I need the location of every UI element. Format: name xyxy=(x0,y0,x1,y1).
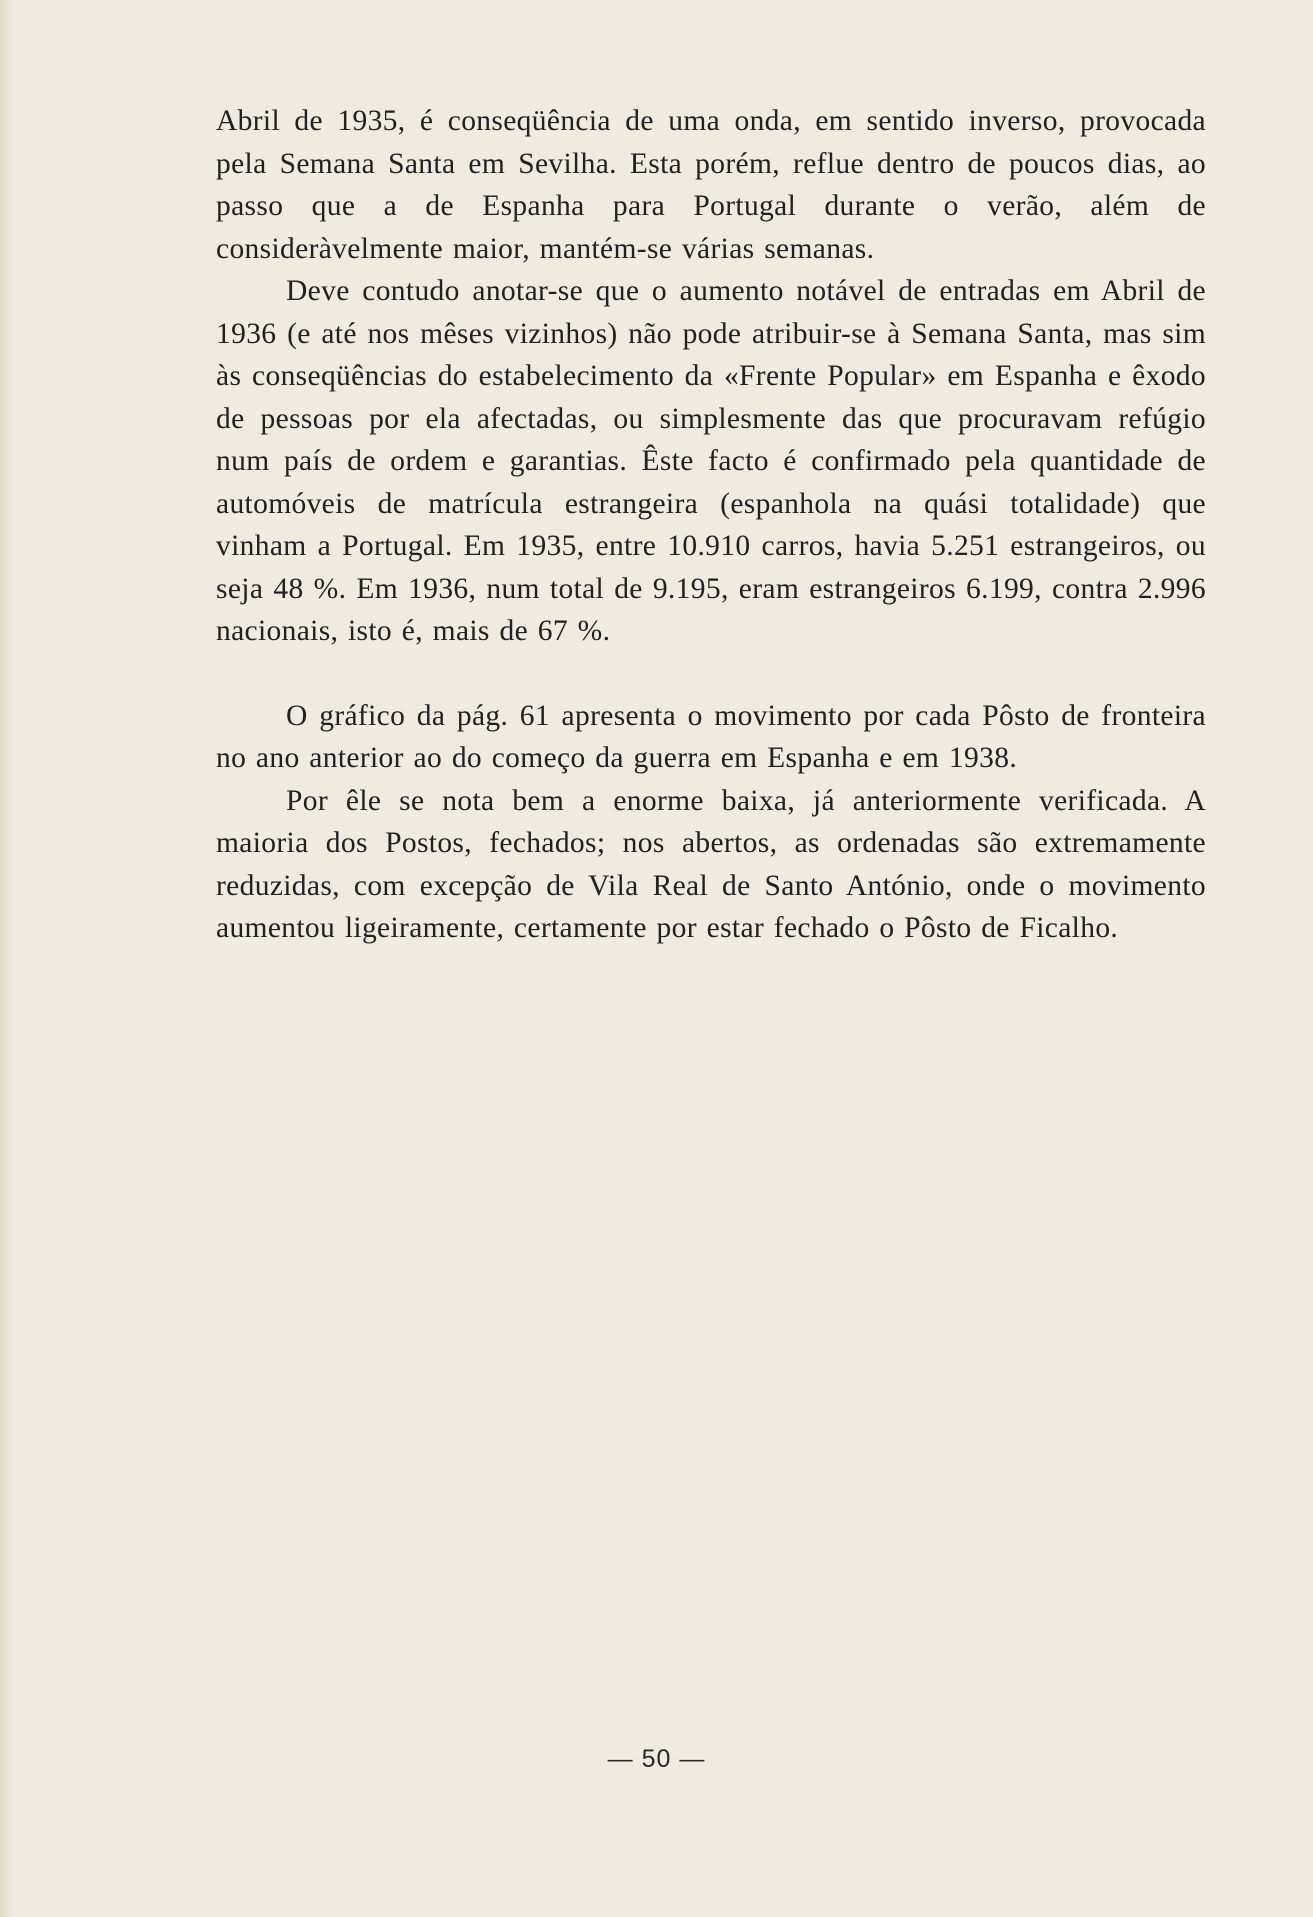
page-number: — 50 — xyxy=(607,1745,706,1773)
paragraph-1: Abril de 1935, é conseqüência de uma onda, em sentido inverso, provocada pela Semana Santa em Sevilha. Esta porém, reflue dentro de poucos dias, ao passo que a de Espanha para Portugal durante o verão, além de consideràvelmente maior, mantém-se várias semanas. xyxy=(216,105,1206,265)
body-text xyxy=(216,100,1206,950)
page-edge-shadow xyxy=(0,0,14,1917)
paragraph-3: O gráfico da pág. 61 apresenta o movimento por cada Pôsto de fronteira no ano anterior ao do começo da guerra em Espanha e em 1938. xyxy=(216,699,1206,774)
paragraph-2: Deve contudo anotar-se que o aumento notável de entradas em Abril de 1936 (e até nos mêses vizinhos) não pode atribuir-se à Semana Santa, mas sim às conseqüências do estabelecimento da «Frente Popular» em Espanha e êxodo de pessoas por ela afectadas, ou simplesmente das que procuravam refúgio num país de ordem e garantias. Êste facto é confirmado pela quantidade de automóveis de matrícula estrangeira (espanhola na quási totalidade) que vinham a Portugal. Em 1935, entre 10.910 carros, havia 5.251 estrangeiros, ou seja 48 %. Em 1936, num total de 9.195, eram estrangeiros 6.199, contra 2.996 nacionais, isto é, mais de 67 %. xyxy=(216,275,1206,647)
paragraph-4: Por êle se nota bem a enorme baixa, já anteriormente verificada. A maioria dos Postos, fechados; nos abertos, as ordenadas são extremamente reduzidas, com excepção de Vila Real de Santo António, onde o movimento aumentou ligeiramente, certamente por estar fechado o Pôsto de Ficalho. xyxy=(216,784,1206,944)
